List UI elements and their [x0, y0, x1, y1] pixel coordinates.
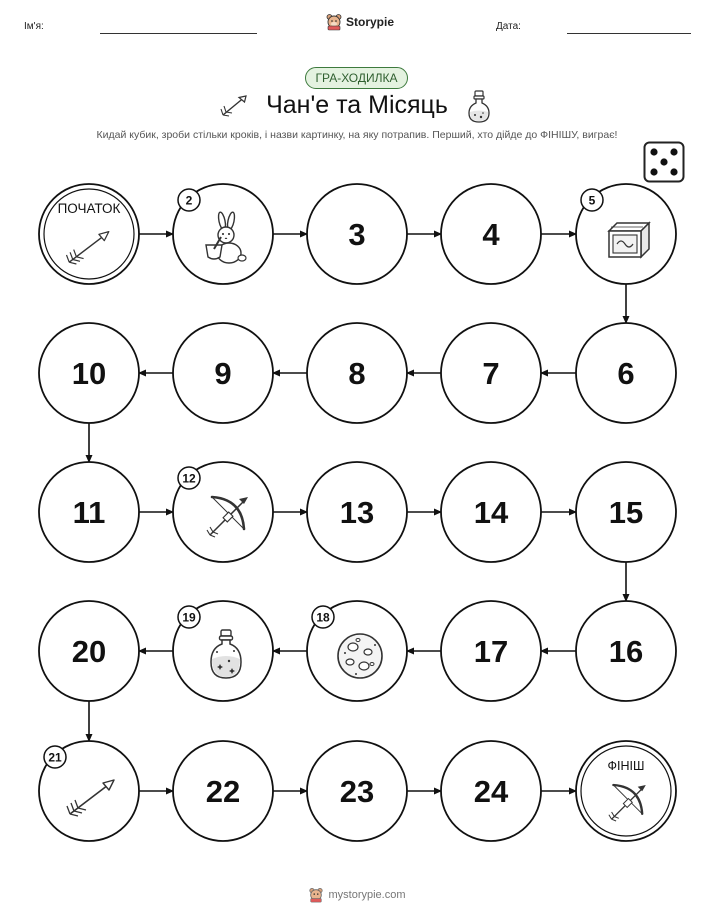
- board-cell-24[interactable]: [441, 741, 541, 841]
- finish-label: ФІНІШ: [607, 759, 645, 773]
- board-cell-20[interactable]: [39, 601, 139, 701]
- cell-number: 4: [482, 217, 500, 252]
- cell-number: 5: [588, 193, 596, 208]
- cell-number: 10: [71, 356, 107, 391]
- cell-number: 12: [182, 471, 196, 486]
- finish-cell[interactable]: [576, 741, 676, 841]
- chest-icon: [609, 223, 649, 257]
- cell-number: 13: [339, 495, 375, 530]
- footer: [0, 887, 714, 903]
- cell-number: 18: [316, 610, 330, 625]
- cell-number: 23: [339, 774, 375, 809]
- game-type-badge: ГРА-ХОДИЛКА: [305, 67, 408, 89]
- board-cell-23[interactable]: [307, 741, 407, 841]
- page-title: Чан'е та Місяць: [266, 91, 448, 119]
- cell-number: 16: [608, 634, 644, 669]
- moon-icon: [338, 634, 382, 678]
- board-cell-12[interactable]: [173, 462, 273, 562]
- cell-number: 17: [473, 634, 509, 669]
- board-cell-6[interactable]: [576, 323, 676, 423]
- start-label: ПОЧАТОК: [57, 201, 121, 216]
- cell-number: 19: [182, 610, 196, 625]
- board-cell-17[interactable]: [441, 601, 541, 701]
- board-cell-13[interactable]: [307, 462, 407, 562]
- board-cell-16[interactable]: [576, 601, 676, 701]
- board-cell-3[interactable]: [307, 184, 407, 284]
- brand-name: Storypie: [346, 15, 395, 29]
- cell-number: 24: [473, 774, 509, 809]
- cell-number: 20: [71, 634, 107, 669]
- cell-circle: [576, 741, 676, 841]
- cell-number: 21: [48, 750, 62, 765]
- board-cell-18[interactable]: [307, 601, 407, 701]
- board-cell-2[interactable]: [173, 184, 273, 284]
- board-cell-10[interactable]: [39, 323, 139, 423]
- date-label: Дата:: [496, 21, 521, 32]
- cell-number: 6: [617, 356, 635, 391]
- board-cell-9[interactable]: [173, 323, 273, 423]
- cell-circle: [39, 184, 139, 284]
- cell-number: 7: [482, 356, 500, 391]
- board-cell-11[interactable]: [39, 462, 139, 562]
- cell-number: 2: [185, 193, 193, 208]
- bear-logo-icon: [308, 887, 324, 903]
- board-cell-4[interactable]: [441, 184, 541, 284]
- cell-number: 9: [214, 356, 232, 391]
- board-cell-22[interactable]: [173, 741, 273, 841]
- cell-number: 11: [72, 495, 106, 530]
- cell-number: 3: [348, 217, 366, 252]
- instructions: Кидай кубик, зроби стільки кроків, і назви картинку, на яку потрапив. Перший, хто дійде до ФІНІШУ, виграє!: [96, 129, 618, 141]
- board-cell-15[interactable]: [576, 462, 676, 562]
- board-cell-19[interactable]: [173, 601, 273, 701]
- cell-number: 14: [473, 495, 509, 530]
- board-cell-21[interactable]: [39, 741, 139, 841]
- board-cell-5[interactable]: [576, 184, 676, 284]
- board-cell-7[interactable]: [441, 323, 541, 423]
- cell-number: 22: [205, 774, 241, 809]
- board-cell-14[interactable]: [441, 462, 541, 562]
- start-cell[interactable]: [39, 184, 139, 284]
- footer-url: mystorypie.com: [328, 889, 406, 901]
- name-label: Ім'я:: [24, 21, 44, 32]
- cell-number: 15: [608, 495, 644, 530]
- board-cell-8[interactable]: [307, 323, 407, 423]
- cell-number: 8: [348, 356, 366, 391]
